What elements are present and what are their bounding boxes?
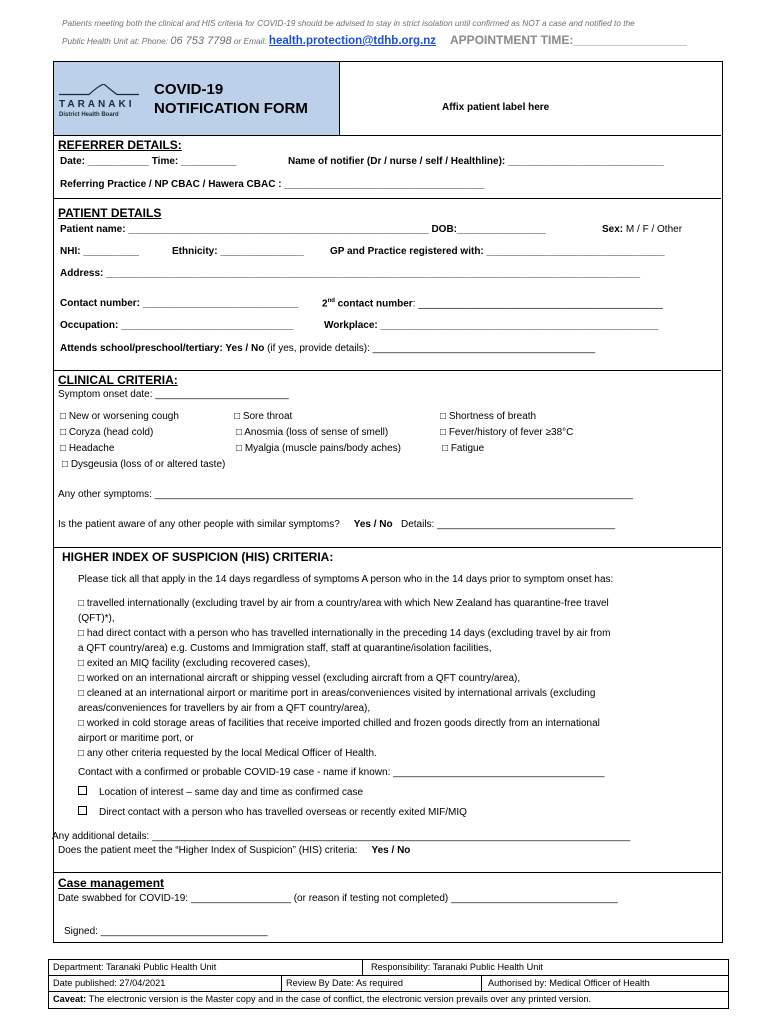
footer-row-3 bbox=[49, 992, 728, 1008]
phone-number: 06 753 7798 bbox=[170, 35, 232, 47]
his-intro: Please tick all that apply in the 14 days regardless of symptoms A person who in the 14 days prior to symptom onset has: bbox=[78, 574, 614, 585]
ethnicity-field[interactable]: Ethnicity: _______________ bbox=[172, 246, 304, 257]
patient-name-dob-field[interactable]: Patient name: ______________________________________________________ DOB:________________ bbox=[60, 224, 546, 235]
his-confirmed-contact-field[interactable]: Contact with a confirmed or probable COVID-19 case - name if known: ______________________________________ bbox=[78, 767, 605, 778]
signed-field[interactable]: Signed: ______________________________ bbox=[64, 926, 268, 937]
case-section bbox=[54, 873, 721, 943]
swab-date-field[interactable]: Date swabbed for COVID-19: __________________ (or reason if testing not completed) ______________________________ bbox=[58, 893, 618, 904]
his-meet-yes-no[interactable]: Yes / No bbox=[371, 845, 411, 856]
workplace-field[interactable]: Workplace: __________________________________________________ bbox=[324, 320, 659, 331]
contact-prefix: Public Health Unit at: Phone: bbox=[62, 36, 171, 46]
his-miq-checkbox[interactable]: □ exited an MIQ facility (excluding recovered cases), bbox=[78, 658, 311, 669]
published-cell: Date published: 27/04/2021 bbox=[53, 978, 166, 988]
referring-practice-field[interactable]: Referring Practice / NP CBAC / Hawera CBAC : ____________________________________ bbox=[60, 179, 485, 190]
occupation-field[interactable]: Occupation: _______________________________ bbox=[60, 320, 294, 331]
symptom-cough-checkbox[interactable]: □ New or worsening cough bbox=[60, 411, 179, 422]
address-field[interactable]: Address: ________________________________________________________________________________________________ bbox=[60, 268, 641, 279]
case-heading: Case management bbox=[58, 876, 165, 890]
his-cleaned-checkbox[interactable]: □ cleaned at an international airport or maritime port in areas/conveniences visited by international arrivals (excluding bbox=[78, 688, 596, 699]
contact-number-field[interactable]: Contact number: ____________________________ bbox=[60, 298, 299, 309]
symptom-onset-field[interactable]: Symptom onset date: ________________________ bbox=[58, 389, 289, 400]
appointment-time-field[interactable]: APPOINTMENT TIME:_________________ bbox=[450, 33, 687, 47]
school-label: Attends school/preschool/tertiary: Yes / No bbox=[60, 343, 265, 354]
his-aircraft-checkbox[interactable]: □ worked on an international aircraft or shipping vessel (excluding aircraft from a QFT country/area), bbox=[78, 673, 521, 684]
mountain-logo-icon bbox=[59, 84, 139, 96]
symptom-coryza-checkbox[interactable]: □ Coryza (head cold) bbox=[60, 427, 154, 438]
caveat-text: The electronic version is the Master copy and in the case of conflict, the electronic version prevails over any printed version. bbox=[86, 994, 592, 1004]
his-direct-checkbox-icon bbox=[78, 806, 87, 815]
department-cell: Department: Taranaki Public Health Unit bbox=[53, 962, 217, 972]
aware-question bbox=[58, 519, 615, 530]
his-line-10: airport or maritime port, or bbox=[78, 733, 194, 744]
school-field[interactable] bbox=[60, 343, 595, 354]
his-direct-overseas[interactable] bbox=[78, 806, 467, 818]
second-contact-sup: nd bbox=[327, 298, 335, 304]
symptom-shortness-breath-checkbox[interactable]: □ Shortness of breath bbox=[440, 411, 537, 422]
his-direct-label: Direct contact with a person who has travelled overseas or recently exited MIF/MIQ bbox=[99, 807, 467, 818]
symptom-fever-checkbox[interactable]: □ Fever/history of fever ≥38°C bbox=[440, 427, 574, 438]
document-control-table bbox=[48, 959, 729, 1009]
sex-field[interactable] bbox=[602, 224, 682, 235]
clinical-section bbox=[54, 371, 721, 548]
second-contact-field[interactable] bbox=[322, 298, 663, 309]
his-heading: HIGHER INDEX OF SUSPICION (HIS) CRITERIA: bbox=[62, 550, 334, 564]
patient-label-area: Affix patient label here bbox=[442, 102, 550, 113]
aware-yes-no[interactable]: Yes / No bbox=[353, 519, 393, 530]
other-symptoms-field[interactable]: Any other symptoms: ______________________________________________________________________________________ bbox=[58, 489, 633, 500]
his-direct-contact-checkbox[interactable]: □ had direct contact with a person who has travelled internationally in the preceding 14 days (excluding travel by air from bbox=[78, 628, 611, 639]
logo-subtitle: District Health Board bbox=[59, 112, 119, 118]
aware-details-field[interactable]: Details: ________________________________ bbox=[400, 519, 616, 530]
nhi-field[interactable]: NHI: __________ bbox=[60, 246, 139, 257]
email-prefix: or Email: bbox=[231, 36, 269, 46]
patient-heading: PATIENT DETAILS bbox=[58, 206, 162, 220]
referrer-section bbox=[54, 136, 721, 199]
email-link[interactable]: health.protection@tdhb.org.nz bbox=[268, 35, 437, 47]
responsibility-cell: Responsibility: Taranaki Public Health Unit bbox=[362, 960, 728, 976]
symptom-fatigue-checkbox[interactable]: □ Fatigue bbox=[442, 443, 485, 454]
contact-line bbox=[62, 33, 742, 47]
notification-form bbox=[53, 61, 723, 943]
sex-label: Sex: bbox=[602, 224, 624, 235]
symptom-headache-checkbox[interactable]: □ Headache bbox=[60, 443, 115, 454]
his-section bbox=[54, 548, 721, 873]
logo-name: TARANAKI bbox=[59, 99, 135, 110]
logo-panel bbox=[54, 62, 340, 135]
additional-details-field[interactable]: Any additional details: ______________________________________________________________________________________ bbox=[52, 831, 631, 842]
isolation-notice: Patients meeting both the clinical and HIS criteria for COVID-19 should be advised to stay in strict isolation until confirmed as NOT a case and notified to the bbox=[62, 18, 635, 28]
notifier-name-field[interactable]: Name of notifier (Dr / nurse / self / Healthline): ____________________________ bbox=[288, 156, 664, 167]
gp-practice-field[interactable]: GP and Practice registered with: ________________________________ bbox=[330, 246, 665, 257]
sex-options: M / F / Other bbox=[625, 224, 683, 235]
footer-row-1 bbox=[49, 960, 728, 976]
his-meet-text: Does the patient meet the “Higher Index of Suspicion” (HIS) criteria: bbox=[58, 845, 358, 856]
review-cell: Review By Date: As required bbox=[281, 976, 481, 992]
his-location-interest[interactable] bbox=[78, 786, 363, 798]
form-title-row bbox=[54, 62, 721, 136]
authorised-cell: Authorised by: Medical Officer of Health bbox=[481, 976, 728, 992]
second-contact-num: 2 bbox=[322, 298, 328, 310]
form-title-line2: NOTIFICATION FORM bbox=[154, 100, 308, 117]
aware-text: Is the patient aware of any other people with similar symptoms? bbox=[58, 519, 340, 530]
his-line-8: areas/conveniences for travellers by air from a QFT country/area), bbox=[78, 703, 371, 714]
referrer-date-time-field[interactable]: Date: ___________ Time: __________ bbox=[60, 156, 237, 167]
caveat-label: Caveat: bbox=[53, 994, 87, 1004]
his-travelled-checkbox[interactable]: □ travelled internationally (excluding travel by air from a country/area with which New Zealand has quarantine-free travel bbox=[78, 598, 609, 609]
symptom-myalgia-checkbox[interactable]: □ Myalgia (muscle pains/body aches) bbox=[236, 443, 401, 454]
second-contact-label: contact number bbox=[334, 298, 413, 310]
his-cold-storage-checkbox[interactable]: □ worked in cold storage areas of facilities that receive imported chilled and frozen goods directly from an international bbox=[78, 718, 600, 729]
his-other-criteria-checkbox[interactable]: □ any other criteria requested by the local Medical Officer of Health. bbox=[78, 748, 377, 759]
clinical-heading: CLINICAL CRITERIA: bbox=[58, 373, 178, 387]
his-line-4: a QFT country/area) e.g. Customs and Immigration staff, staff at quarantine/isolation facilities, bbox=[78, 643, 492, 654]
form-title-line1: COVID-19 bbox=[154, 81, 224, 98]
symptom-anosmia-checkbox[interactable]: □ Anosmia (loss of sense of smell) bbox=[236, 427, 389, 438]
school-details: (if yes, provide details): ________________________________________ bbox=[264, 343, 596, 354]
referrer-heading: REFERRER DETAILS: bbox=[58, 138, 182, 152]
symptom-sore-throat-checkbox[interactable]: □ Sore throat bbox=[234, 411, 293, 422]
patient-section bbox=[54, 199, 721, 371]
footer-row-2 bbox=[49, 976, 728, 992]
caveat-cell bbox=[49, 992, 728, 1008]
his-meet-question bbox=[58, 845, 410, 856]
his-line-2: (QFT)*), bbox=[78, 613, 115, 624]
second-contact-line: : ____________________________________________ bbox=[412, 298, 663, 310]
symptom-dysgeusia-checkbox[interactable]: □ Dysgeusia (loss of or altered taste) bbox=[62, 459, 226, 470]
his-location-checkbox-icon bbox=[78, 786, 87, 795]
his-location-label: Location of interest – same day and time as confirmed case bbox=[99, 787, 364, 798]
